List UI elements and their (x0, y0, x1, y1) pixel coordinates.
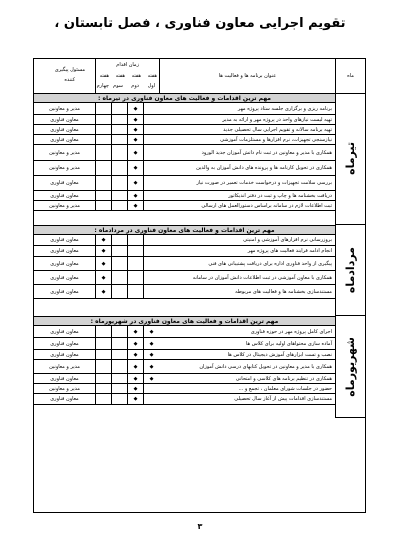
week-1-cell (143, 176, 159, 190)
week-label-4: چهارم (96, 83, 109, 89)
week-2-cell: ◆ (127, 350, 143, 359)
week-4-cell: ◆ (95, 271, 111, 284)
week-4-cell (95, 394, 111, 404)
responsible-cell: مدیر و معاونین (49, 149, 80, 156)
table-header (34, 59, 365, 94)
week-2-cell: ◆ (127, 145, 143, 160)
activity-cell: آماده سازی محتواهای اولیه برای کلاس ها (245, 340, 332, 347)
week-3-cell (111, 271, 127, 284)
table-row (34, 246, 335, 257)
week-1-cell (143, 235, 159, 245)
week-2-cell: ◆ (127, 374, 143, 383)
week-2-cell: ◆ (127, 326, 143, 337)
month-text: شهریورماه (344, 336, 357, 397)
week-3-cell (111, 191, 127, 200)
month-label (335, 93, 365, 225)
week-4-cell: ◆ (95, 257, 111, 270)
week-4-cell (95, 360, 111, 373)
month-label (335, 316, 365, 418)
week-4-cell: ◆ (95, 285, 111, 298)
activity-cell: همکاری در تحویل کارنامه ها و پرونده های دانش آموزان به والدین (196, 165, 332, 171)
week-2-cell: ◆ (127, 161, 143, 175)
responsible-label: مسئول پیگیری (54, 67, 85, 73)
week-1-cell (143, 285, 159, 298)
table-row (34, 350, 335, 360)
week-4-cell (95, 201, 111, 210)
week-4-cell (95, 115, 111, 124)
activity-cell: مستندسازی اقدامات پیش از آغاز سال تحصیلی (234, 396, 332, 402)
week-2-cell (127, 235, 143, 245)
table-row (34, 115, 335, 125)
week-4-cell (95, 125, 111, 134)
activity-cell: تهیه لیست نیازهای واحد در پروژه مهر و ارائه به مدیر (222, 116, 332, 123)
table-row (34, 326, 335, 338)
activity-cell: دریافت بخشنامه ها و چاپ و ثبت در دفتر اندیکاتور (228, 192, 332, 199)
week-1-cell: ◆ (143, 374, 159, 383)
activity-cell: برنامه ریزی و برگزاری جلسه ستاد پروژه مهر (237, 105, 332, 112)
week-1-cell (143, 271, 159, 284)
responsible-cell: معاون فناوری (50, 396, 79, 402)
responsible-cell: معاون فناوری (50, 260, 79, 267)
week-3-cell (111, 384, 127, 393)
responsible-cell: مدیر و معاونین (49, 202, 80, 209)
week-3-cell (111, 145, 127, 160)
activity-cell: مستندسازی بخشنامه ها و فعالیت های مربوطه (235, 288, 332, 295)
week-3-cell (111, 394, 127, 404)
week-3-cell (111, 125, 127, 134)
week-4-cell (95, 374, 111, 383)
table-row (34, 201, 335, 211)
week-4-cell (95, 350, 111, 359)
week-2-cell: ◆ (127, 135, 143, 144)
week-3-cell (111, 103, 127, 114)
week-4-cell (95, 326, 111, 337)
week-prefix-2: هفته (131, 73, 141, 79)
responsible-cell: معاون فناوری (50, 136, 79, 143)
week-2-cell: ◆ (127, 360, 143, 373)
week-3-cell (111, 135, 127, 144)
responsible-cell: معاون فناوری (50, 116, 79, 123)
week-3-cell (111, 257, 127, 270)
responsible-cell: معاون فناوری (50, 328, 79, 335)
responsible-cell: معاون فناوری (50, 180, 79, 186)
week-prefix-4: هفته (99, 73, 109, 79)
week-1-cell (143, 135, 159, 144)
week-4-cell (95, 135, 111, 144)
week-prefix-3: هفته (115, 73, 125, 79)
week-3-cell (111, 338, 127, 349)
weeks-group-label: زمان اقدام (116, 62, 139, 68)
activity-cell: حضور در جلسات شورای معلمان ، تجمع و ... (238, 385, 332, 392)
month-text: تیرماه (344, 142, 357, 175)
week-1-cell (143, 384, 159, 393)
activity-cell: همکاری با مدیر و معاونین در ثبت نام دانش آموزان جدید الورود (201, 149, 332, 156)
responsible-sub-label: کننده (64, 77, 75, 83)
activity-cell: تهیه برنامه سالانه و تقویم اجرایی سال تحصیلی جدید (223, 126, 332, 133)
table-row (34, 374, 335, 384)
activity-cell: بررسی سلامت تجهیزات و درخواست خدمات تعمیر در صورت نیاز (196, 180, 332, 186)
week-4-cell (95, 384, 111, 393)
week-1-cell (143, 257, 159, 270)
calendar-table (33, 58, 366, 513)
responsible-cell: معاون فناوری (50, 288, 79, 295)
week-2-cell (127, 285, 143, 298)
table-row (34, 257, 335, 271)
responsible-cell: معاون فناوری (50, 274, 79, 281)
month-label (335, 225, 365, 316)
responsible-cell: معاون فناوری (50, 192, 79, 199)
responsible-cell: معاون فناوری (50, 237, 79, 243)
week-1-cell (143, 103, 159, 114)
week-3-cell (111, 235, 127, 245)
week-2-cell: ◆ (127, 394, 143, 404)
week-4-cell (95, 103, 111, 114)
activity-cell: همکاری با مدیر و معاونین در تحویل کتابهای درسی دانش آموزان (199, 363, 332, 370)
table-row (34, 285, 335, 299)
week-4-cell (95, 338, 111, 349)
week-1-cell: ◆ (143, 338, 159, 349)
responsible-cell: معاون فناوری (50, 375, 79, 382)
table-row (34, 394, 335, 405)
table-row (34, 125, 335, 135)
week-3-cell (111, 285, 127, 298)
activity-cell: انجام ادامه فرایند فعالیت های پروژه مهر (247, 248, 332, 254)
week-2-cell (127, 246, 143, 256)
table-row (34, 191, 335, 201)
week-4-cell (95, 145, 111, 160)
table-row (34, 103, 335, 115)
week-2-cell (127, 271, 143, 284)
week-2-cell: ◆ (127, 338, 143, 349)
week-4-cell (95, 161, 111, 175)
month-text: مردادماه (344, 246, 357, 294)
page-title: تقویم اجرایی معاون فناوری ، فصل تابستان ، (54, 16, 346, 31)
week-3-cell (111, 246, 127, 256)
activity-cell: ثبت اطلاعات لازم در سامانه براساس دستورالعمل های ارسالی (201, 202, 332, 209)
section-title: مهم ترین اقدامات و فعالیت های معاون فناوری در شهریورماه : (34, 316, 335, 326)
week-1-cell: ◆ (143, 360, 159, 373)
week-1-cell (143, 201, 159, 210)
week-2-cell: ◆ (127, 384, 143, 393)
responsible-cell: مدیر و معاونین (49, 165, 80, 171)
responsible-cell: معاون فناوری (50, 126, 79, 133)
week-1-cell (143, 246, 159, 256)
week-3-cell (111, 201, 127, 210)
week-3-cell (111, 161, 127, 175)
responsible-cell: مدیر و معاونین (49, 363, 80, 370)
activity-cell: نصب و تست ابزارهای آموزش دیجیتال در کلاس ها (227, 351, 332, 358)
week-4-cell: ◆ (95, 235, 111, 245)
activity-cell: اجرای کامل پروژه مهر در حوزه فناوری (250, 328, 332, 335)
week-1-cell: ◆ (143, 350, 159, 359)
table-row (34, 135, 335, 145)
week-2-cell: ◆ (127, 103, 143, 114)
week-1-cell: ◆ (143, 326, 159, 337)
week-3-cell (111, 176, 127, 190)
week-1-cell (143, 145, 159, 160)
week-label-1: اول (147, 83, 155, 89)
responsible-cell: معاون فناوری (50, 248, 79, 254)
week-2-cell: ◆ (127, 115, 143, 124)
week-2-cell: ◆ (127, 191, 143, 200)
week-2-cell (127, 257, 143, 270)
activity-cell: بروزرسانی نرم افزارهای آموزشی و امنیتی (243, 237, 332, 243)
responsible-cell: مدیر و معاونین (49, 105, 80, 112)
page-number: ۳ (197, 522, 203, 531)
responsible-cell: معاون فناوری (50, 340, 79, 347)
week-1-cell (143, 161, 159, 175)
week-1-cell (143, 191, 159, 200)
week-3-cell (111, 350, 127, 359)
week-prefix-1: هفته (147, 73, 157, 79)
week-2-cell: ◆ (127, 125, 143, 134)
week-3-cell (111, 374, 127, 383)
week-3-cell (111, 115, 127, 124)
weeks-column-header (95, 59, 159, 93)
responsible-cell: مدیر و معاونین (49, 385, 80, 392)
table-row (34, 271, 335, 285)
week-1-cell (143, 394, 159, 404)
responsible-column-header (34, 59, 95, 93)
week-3-cell (111, 326, 127, 337)
table-row (34, 338, 335, 350)
activity-cell: نیازسنجی تجهیزات، نرم افزارها و مستلزمات آموزشی (220, 136, 332, 143)
week-4-cell (95, 176, 111, 190)
week-1-cell (143, 115, 159, 124)
activity-column-header: عنوان برنامه ها و فعالیت ها (159, 59, 335, 93)
week-1-cell (143, 125, 159, 134)
section-title: مهم ترین اقدامات و فعالیت های معاون فناوری در تیرماه : (34, 93, 335, 103)
responsible-cell: معاون فناوری (50, 351, 79, 358)
table-row (34, 360, 335, 374)
week-2-cell: ◆ (127, 201, 143, 210)
week-4-cell (95, 191, 111, 200)
table-row (34, 176, 335, 191)
week-4-cell: ◆ (95, 246, 111, 256)
table-row (34, 235, 335, 246)
week-2-cell: ◆ (127, 176, 143, 190)
section-title: مهم ترین اقدامات و فعالیت های معاون فناوری در مردادماه : (34, 225, 335, 235)
week-label-3: سوم (113, 83, 123, 89)
week-label-2: دوم (131, 83, 139, 89)
table-row (34, 145, 335, 161)
table-row (34, 384, 335, 394)
activity-cell: همکاری با معاون آموزشی در ثبت اطلاعات دانش آموزان در سامانه (192, 274, 332, 281)
week-3-cell (111, 360, 127, 373)
month-column-header: ماه (335, 59, 365, 93)
table-row (34, 161, 335, 176)
activity-cell: پیگیری از واحد فناوری اداره برای دریافت پشتیبانی های فنی (208, 260, 332, 267)
activity-cell: همکاری در تنظیم برنامه های کلاسی و امتحانی (235, 375, 332, 382)
